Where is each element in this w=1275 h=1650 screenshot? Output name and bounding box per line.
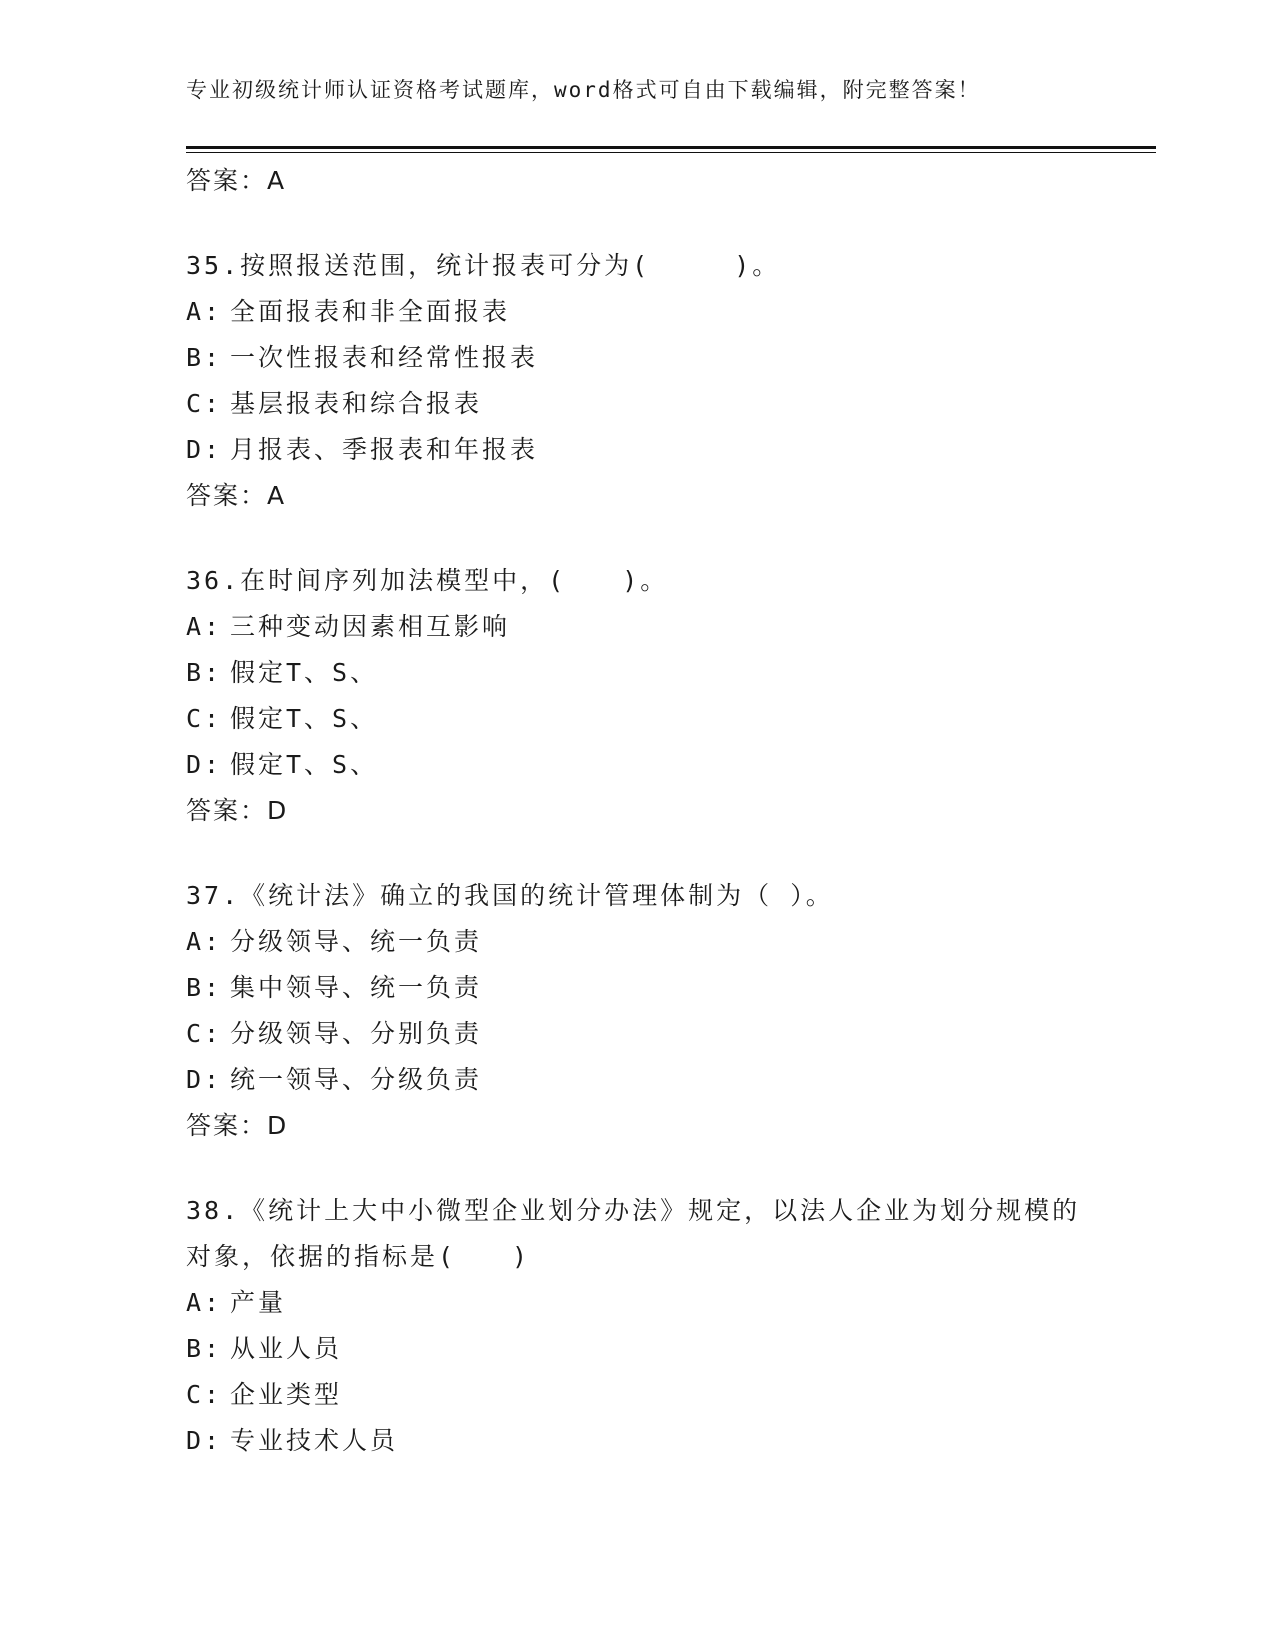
option-key: B: bbox=[186, 1334, 223, 1363]
option-key: D: bbox=[186, 1426, 223, 1455]
option-key: D: bbox=[186, 435, 223, 464]
option-text: 分级领导、分别负责 bbox=[230, 1019, 483, 1048]
question-list bbox=[186, 158, 1086, 1464]
option-text: 产量 bbox=[230, 1288, 287, 1317]
option-text: 统一领导、分级负责 bbox=[230, 1065, 483, 1094]
option-c bbox=[186, 1011, 1086, 1057]
option-key: B: bbox=[186, 658, 223, 687]
answer: 答案：D bbox=[186, 796, 289, 825]
option-text: 三种变动因素相互影响 bbox=[230, 612, 511, 641]
option-d bbox=[186, 742, 1086, 788]
option-text: 一次性报表和经常性报表 bbox=[230, 343, 539, 372]
option-text: 从业人员 bbox=[230, 1334, 343, 1363]
option-a bbox=[186, 1280, 1086, 1326]
option-key: D: bbox=[186, 1065, 223, 1094]
option-b bbox=[186, 1326, 1086, 1372]
option-key: C: bbox=[186, 389, 223, 418]
option-text: 假定T、S、 bbox=[230, 658, 379, 687]
option-key: A: bbox=[186, 297, 223, 326]
previous-answer: 答案：A bbox=[186, 166, 287, 195]
option-d bbox=[186, 1057, 1086, 1103]
answer: 答案：A bbox=[186, 481, 287, 510]
option-a bbox=[186, 604, 1086, 650]
option-c bbox=[186, 1372, 1086, 1418]
option-key: A: bbox=[186, 927, 223, 956]
option-text: 月报表、季报表和年报表 bbox=[230, 435, 539, 464]
page-header: 专业初级统计师认证资格考试题库，word格式可自由下载编辑，附完整答案！ bbox=[186, 78, 981, 102]
question-stem: 38.《统计上大中小微型企业划分办法》规定，以法人企业为划分规模的对象，依据的指标是( ) bbox=[186, 1196, 1081, 1271]
option-b bbox=[186, 650, 1086, 696]
option-key: C: bbox=[186, 704, 223, 733]
question-36 bbox=[186, 558, 1086, 834]
option-a bbox=[186, 289, 1086, 335]
question-stem: 37.《统计法》确立的我国的统计管理体制为（ ）。 bbox=[186, 881, 834, 910]
option-text: 专业技术人员 bbox=[230, 1426, 399, 1455]
option-b bbox=[186, 335, 1086, 381]
option-d bbox=[186, 427, 1086, 473]
answer: 答案：D bbox=[186, 1111, 289, 1140]
option-text: 企业类型 bbox=[230, 1380, 343, 1409]
option-key: B: bbox=[186, 973, 223, 1002]
option-text: 基层报表和综合报表 bbox=[230, 389, 483, 418]
option-text: 集中领导、统一负责 bbox=[230, 973, 483, 1002]
header-rule-thick bbox=[186, 146, 1156, 149]
question-stem: 36.在时间序列加法模型中，( )。 bbox=[186, 566, 669, 595]
option-key: A: bbox=[186, 612, 223, 641]
option-key: C: bbox=[186, 1380, 223, 1409]
header-rule-thin bbox=[186, 152, 1156, 153]
option-key: A: bbox=[186, 1288, 223, 1317]
option-a bbox=[186, 919, 1086, 965]
option-c bbox=[186, 381, 1086, 427]
question-37 bbox=[186, 873, 1086, 1149]
question-35 bbox=[186, 243, 1086, 519]
option-b bbox=[186, 965, 1086, 1011]
question-stem: 35.按照报送范围，统计报表可分为( )。 bbox=[186, 251, 781, 280]
option-d bbox=[186, 1418, 1086, 1464]
option-key: C: bbox=[186, 1019, 223, 1048]
question-38 bbox=[186, 1188, 1086, 1464]
option-key: B: bbox=[186, 343, 223, 372]
option-text: 分级领导、统一负责 bbox=[230, 927, 483, 956]
option-key: D: bbox=[186, 750, 223, 779]
option-text: 假定T、S、 bbox=[230, 704, 379, 733]
option-c bbox=[186, 696, 1086, 742]
option-text: 假定T、S、 bbox=[230, 750, 379, 779]
option-text: 全面报表和非全面报表 bbox=[230, 297, 511, 326]
